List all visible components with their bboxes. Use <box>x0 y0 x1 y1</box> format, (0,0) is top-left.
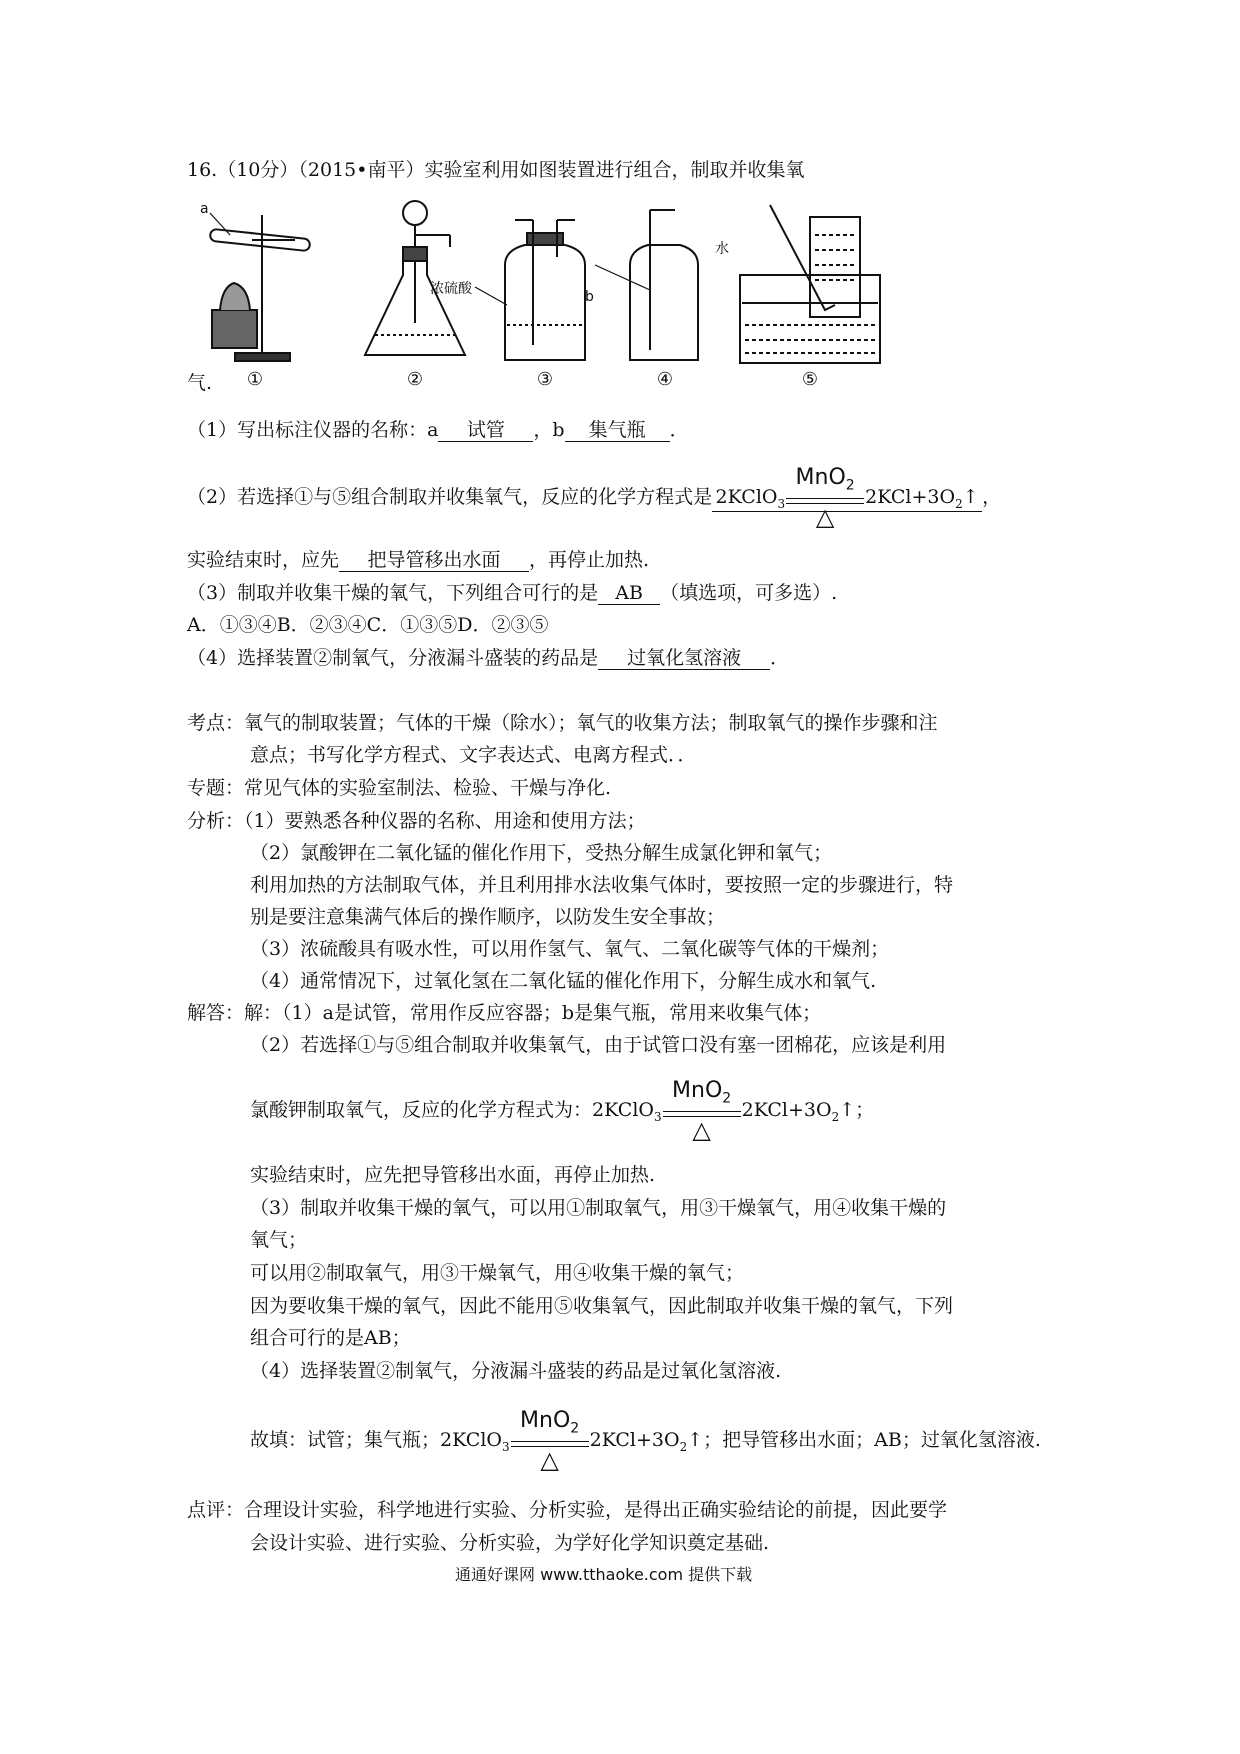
label-a: a <box>200 201 209 217</box>
footer: 通通好课网 www.tthaoke.com 提供下载 <box>455 1565 753 1584</box>
jieda-line: （4）选择装置②制氧气，分液漏斗盛装的药品是过氧化氢溶液. <box>250 1360 782 1382</box>
fenxi-line: 利用加热的方法制取气体，并且利用排水法收集气体时，要按照一定的步骤进行，特 <box>250 874 954 896</box>
answer-a: 试管 <box>438 420 533 442</box>
fenxi-line: （4）通常情况下，过氧化氢在二氧化锰的催化作用下，分解生成水和氧气. <box>250 970 877 992</box>
apparatus-1 <box>210 213 311 361</box>
part4: （4）选择装置②制氧气，分液漏斗盛装的药品是 过氧化氢溶液 ． <box>187 647 790 669</box>
caption-5: ⑤ <box>801 369 819 390</box>
part3-options: A．①③④B．②③④C．①③⑤D．②③⑤ <box>187 614 549 636</box>
apparatus-2 <box>365 201 465 355</box>
jieda-line: （2）若选择①与⑤组合制取并收集氧气，由于试管口没有塞一团棉花，应该是利用 <box>250 1034 947 1056</box>
label-water: 水 <box>715 241 729 257</box>
jieda-line: 氧气； <box>250 1229 308 1251</box>
dianping: 点评：合理设计实验，科学地进行实验、分析实验，是得出正确实验结论的前提，因此要学 <box>187 1499 948 1521</box>
fenxi-line: 别是要注意集满气体后的操作顺序，以防发生安全事故； <box>250 906 726 928</box>
reaction-condition: MnO$_2$ △ <box>662 1102 742 1124</box>
jieda-gutian: 故填：试管；集气瓶；2KClO$_3$ MnO$_2$ △ $2KCl+3O_2↑$；把导管移出水面；AB；过氧化氢溶液. <box>250 1408 1041 1474</box>
label-b: b <box>585 289 594 305</box>
jieda-line: 因为要收集干燥的氧气，因此不能用⑤收集氧气，因此制取并收集干燥的氧气，下列 <box>250 1295 954 1317</box>
jieda-equation-line: 氯酸钾制取氧气，反应的化学方程式为：2KClO$_3$ MnO$_2$ △ $2KCl+3O_2↑$； <box>250 1078 875 1144</box>
reaction-condition: MnO$_2$ △ <box>785 490 865 511</box>
jieda-line: 实验结束时，应先把导管移出水面，再停止加热. <box>250 1164 656 1186</box>
apparatus-figure <box>200 195 980 395</box>
apparatus-4 <box>595 210 698 360</box>
kaodian: 考点：氧气的制取装置；气体的干燥（除水）；氧气的收集方法；制取氧气的操作步骤和注 <box>187 712 938 734</box>
answer-reagent: 过氧化氢溶液 <box>598 648 770 670</box>
question-header: 16.（10分）（2015•南平）实验室利用如图装置进行组合，制取并收集氧 <box>187 159 805 181</box>
answer-equation: 2KClO$_3$ MnO$_2$ △ $2KCl+3O_2↑$ <box>712 487 982 512</box>
apparatus-5 <box>740 205 880 363</box>
dianping-line2: 会设计实验、进行实验、分析实验，为学好化学知识奠定基础. <box>250 1532 770 1554</box>
caption-3: ③ <box>536 369 554 390</box>
part1: （1）写出标注仪器的名称：a 试管 ，b 集气瓶 ． <box>187 419 689 441</box>
part2-line2: 实验结束时，应先 把导管移出水面 ，再停止加热. <box>187 549 650 571</box>
label-acid: 浓硫酸 <box>430 281 472 297</box>
zhuanti: 专题：常见气体的实验室制法、检验、干燥与净化. <box>187 777 612 799</box>
answer-combo: AB <box>598 583 660 605</box>
part2: （2）若选择①与⑤组合制取并收集氧气，反应的化学方程式是 2KClO$_3$ MnO$_2$ △ $2KCl+3O_2↑$ ， <box>187 465 1002 532</box>
fenxi-line: （2）氯酸钾在二氧化锰的催化作用下，受热分解生成氯化钾和氧气； <box>250 842 833 864</box>
kaodian-line2: 意点；书写化学方程式、文字表达式、电离方程式．． <box>250 744 697 766</box>
jieda-line: 组合可行的是AB； <box>250 1327 411 1349</box>
caption-1: ① <box>246 369 264 390</box>
jieda-line: 可以用②制取氧气，用③干燥氧气，用④收集干燥的氧气； <box>250 1262 745 1284</box>
fenxi-line: （3）浓硫酸具有吸水性，可以用作氢气、氧气、二氧化碳等气体的干燥剂； <box>250 938 890 960</box>
caption-4: ④ <box>656 369 674 390</box>
jieda: 解答：解：（1）a是试管，常用作反应容器；b是集气瓶，常用来收集气体； <box>187 1002 822 1024</box>
question-tail: 气. <box>187 372 213 394</box>
fenxi: 分析：（1）要熟悉各种仪器的名称、用途和使用方法； <box>187 810 646 832</box>
jieda-line: （3）制取并收集干燥的氧气，可以用①制取氧气，用③干燥氧气，用④收集干燥的 <box>250 1197 947 1219</box>
apparatus-3 <box>475 220 585 360</box>
answer-step: 把导管移出水面 <box>339 550 529 572</box>
answer-b: 集气瓶 <box>565 420 670 442</box>
caption-2: ② <box>406 369 424 390</box>
reaction-condition: MnO$_2$ △ <box>510 1432 590 1454</box>
part3: （3）制取并收集干燥的氧气，下列组合可行的是 AB （填选项，可多选）. <box>187 582 838 604</box>
